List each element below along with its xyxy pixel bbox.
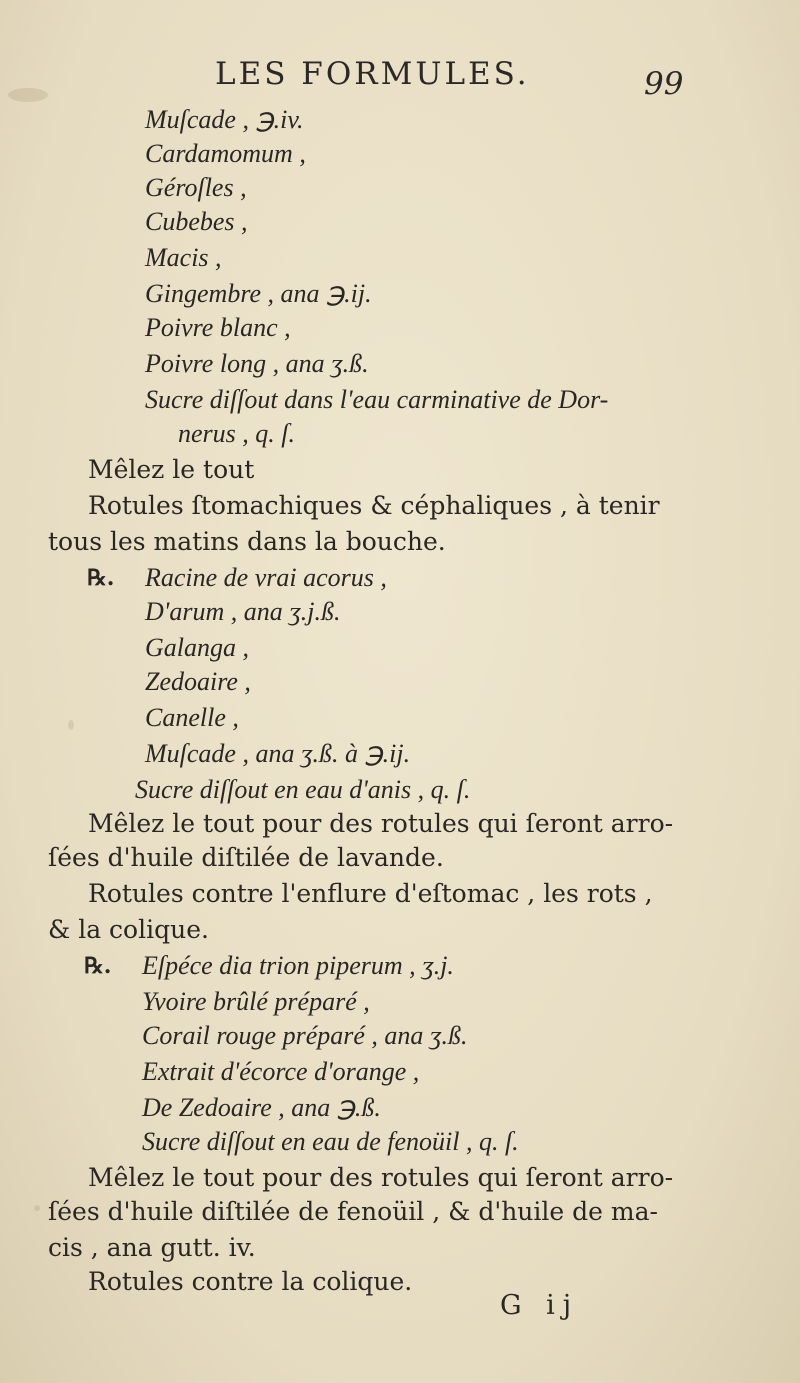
ingredient-line: Sucre diſſout en eau d'anis , q. ſ. bbox=[135, 775, 471, 804]
text-line: ſées d'huile diſtilée de fenoüil , & d'huile de ma- bbox=[48, 1197, 658, 1226]
page-number: 99 bbox=[644, 66, 684, 102]
page-stain bbox=[68, 720, 74, 730]
recipe-sign: ℞. bbox=[87, 565, 115, 591]
ingredient-line: Muſcade , ℈.iv. bbox=[145, 105, 304, 134]
text-line: ſées d'huile diſtilée de lavande. bbox=[48, 843, 444, 872]
page-stain bbox=[34, 1205, 40, 1211]
text-line: & la colique. bbox=[48, 915, 209, 944]
ingredient-line: Cubebes , bbox=[145, 207, 248, 236]
recipe-sign: ℞. bbox=[84, 953, 112, 979]
text-line: Mêlez le tout pour des rotules qui ſeront arro- bbox=[88, 1163, 674, 1192]
ingredient-line: Sucre diſſout en eau de fenoüil , q. ſ. bbox=[142, 1127, 519, 1156]
ingredient-line: Géroſles , bbox=[145, 173, 247, 202]
text-line: Mêlez le tout pour des rotules qui ſeront arro- bbox=[88, 809, 674, 838]
running-title: LES FORMULES. bbox=[215, 56, 530, 92]
ingredient-line: Poivre blanc , bbox=[145, 313, 291, 342]
ingredient-line: Eſpéce dia trion piperum , ʒ.j. bbox=[142, 951, 454, 980]
ingredient-line: Extrait d'écorce d'orange , bbox=[142, 1057, 420, 1086]
ingredient-line: Cardamomum , bbox=[145, 139, 306, 168]
ingredient-line: De Zedoaire , ana ℈.ß. bbox=[142, 1093, 381, 1122]
signature-mark: G ij bbox=[500, 1290, 580, 1321]
ingredient-line: Racine de vrai acorus , bbox=[145, 563, 387, 592]
ingredient-line: Gingembre , ana ℈.ij. bbox=[145, 279, 372, 308]
ingredient-line: Canelle , bbox=[145, 703, 239, 732]
text-line: Rotules contre la colique. bbox=[88, 1267, 413, 1296]
ingredient-line: D'arum , ana ʒ.j.ß. bbox=[145, 597, 341, 626]
ingredient-line: Macis , bbox=[145, 243, 222, 272]
ingredient-line: Galanga , bbox=[145, 633, 249, 662]
ingredient-line: Zedoaire , bbox=[145, 667, 251, 696]
ingredient-line: Sucre diſſout dans l'eau carminative de Dor- bbox=[145, 385, 609, 414]
ingredient-line: Muſcade , ana ʒ.ß. à ℈.ij. bbox=[145, 739, 411, 768]
ingredient-line: Yvoire brûlé préparé , bbox=[142, 987, 370, 1016]
ingredient-line: Corail rouge préparé , ana ʒ.ß. bbox=[142, 1021, 468, 1050]
text-line: Mêlez le tout bbox=[88, 455, 255, 484]
text-line: cis , ana gutt. iv. bbox=[48, 1233, 256, 1262]
ingredient-line: Poivre long , ana ʒ.ß. bbox=[145, 349, 369, 378]
ingredient-line: nerus , q. ſ. bbox=[178, 419, 295, 448]
running-header bbox=[0, 56, 800, 106]
text-line: Rotules ſtomachiques & céphaliques , à tenir bbox=[88, 491, 660, 520]
text-line: tous les matins dans la bouche. bbox=[48, 527, 446, 556]
text-line: Rotules contre l'enflure d'eſtomac , les rots , bbox=[88, 879, 653, 908]
